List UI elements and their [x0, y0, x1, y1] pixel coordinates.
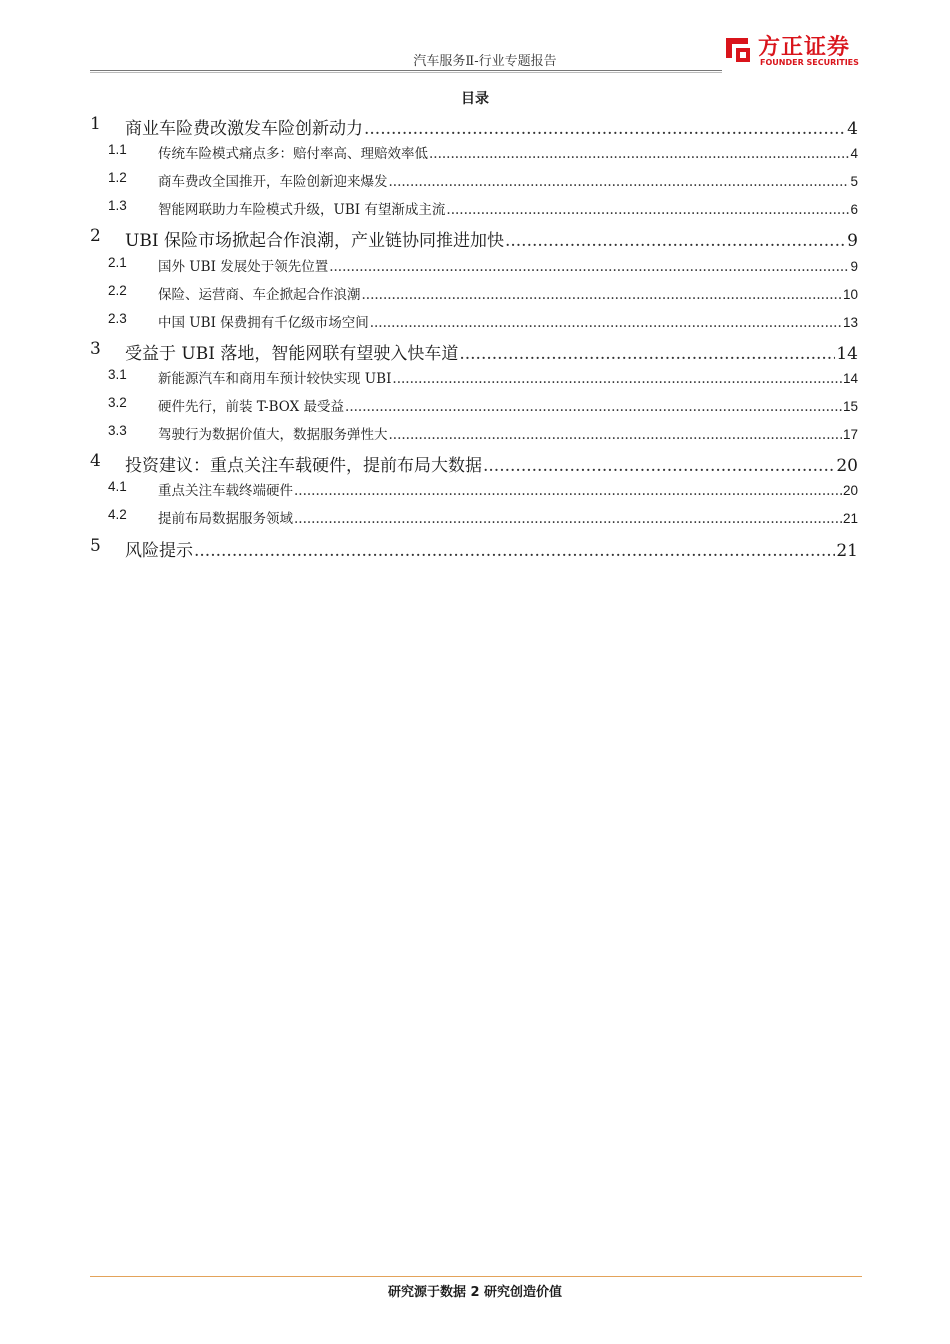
- toc-dot-leader: [505, 231, 846, 251]
- toc-entry-title: 中国 UBI 保费拥有千亿级市场空间: [158, 314, 369, 331]
- toc-entry-body: [158, 170, 858, 190]
- toc-entry-page: 9: [847, 231, 858, 252]
- toc-entry-page: 13: [842, 314, 858, 330]
- toc-entry[interactable]: [0, 535, 950, 561]
- toc-entry-number: 2.3: [108, 310, 127, 326]
- toc-entry-number: 3.2: [108, 395, 127, 410]
- toc-entry-body: [158, 142, 858, 162]
- toc-entry-number: 4.1: [108, 479, 127, 495]
- toc-dot-leader: [389, 174, 850, 190]
- toc-entry-number: 2.2: [108, 282, 127, 298]
- toc-entry-number: 1: [90, 114, 101, 134]
- toc-entry-page: 20: [842, 483, 858, 499]
- toc-entry-number: 1.1: [108, 142, 127, 158]
- toc-entry-title: 重点关注车载终端硬件: [158, 483, 293, 500]
- toc-entry-number: 3.1: [108, 366, 127, 382]
- toc-entry-number: 3: [90, 338, 101, 359]
- toc-dot-leader: [329, 259, 849, 275]
- toc-dot-leader: [294, 511, 842, 527]
- toc-entry-number: 4: [90, 451, 101, 472]
- toc-dot-leader: [362, 287, 842, 303]
- toc-dot-leader: [483, 456, 835, 476]
- toc-entry-title: 风险提示: [125, 540, 193, 561]
- company-logo: [722, 30, 862, 70]
- toc-entry-body: [125, 114, 858, 139]
- toc-entry-title: 国外 UBI 发展处于领先位置: [158, 258, 329, 275]
- toc-entry-body: [158, 479, 858, 499]
- toc-dot-leader: [429, 146, 849, 162]
- toc-entry-title: 商业车险费改激发车险创新动力: [125, 119, 363, 139]
- toc-entry-title: 受益于 UBI 落地，智能网联有望驶入快车道: [125, 343, 459, 364]
- toc-entry[interactable]: [0, 338, 950, 364]
- toc-entry-page: 17: [842, 427, 858, 443]
- toc-entry-page: 14: [842, 370, 858, 386]
- toc-entry-number: 5: [90, 535, 101, 556]
- toc-entry-body: [158, 507, 858, 527]
- toc-entry-page: 10: [842, 286, 858, 302]
- header-report-title: 汽车服务Ⅱ-行业专题报告: [413, 54, 557, 69]
- toc-dot-leader: [389, 427, 842, 443]
- toc-entry-title: 保险、运营商、车企掀起合作浪潮: [158, 286, 361, 303]
- toc-entry-page: 20: [836, 456, 858, 477]
- toc-entry[interactable]: [0, 114, 950, 139]
- toc-entry[interactable]: [0, 283, 950, 305]
- toc-dot-leader: [194, 541, 835, 561]
- footer-divider: [90, 1276, 862, 1277]
- logo-english-name: FOUNDER SECURITIES: [760, 58, 859, 67]
- toc-entry-page: 6: [850, 202, 858, 218]
- toc-dot-leader: [446, 202, 849, 218]
- toc-dot-leader: [364, 119, 846, 139]
- toc-heading: 目录: [461, 91, 489, 107]
- toc-entry-title: UBI 保险市场掀起合作浪潮，产业链协同推进加快: [125, 231, 504, 252]
- toc-entry-body: [158, 255, 858, 275]
- toc-entry[interactable]: [0, 423, 950, 445]
- toc-entry-body: [125, 451, 858, 476]
- toc-entry-page: 4: [850, 146, 858, 162]
- toc-entry-number: 1.2: [108, 170, 127, 186]
- toc-entry-number: 2.1: [108, 254, 127, 270]
- toc-entry-title: 传统车险模式痛点多：赔付率高、理赔效率低: [158, 146, 428, 163]
- toc-entry-page: 4: [847, 119, 858, 139]
- toc-entry-title: 提前布局数据服务领域: [158, 511, 293, 528]
- toc-entry-title: 驾驶行为数据价值大，数据服务弹性大: [158, 427, 388, 444]
- toc-entry-body: [158, 395, 858, 415]
- toc-entry[interactable]: [0, 255, 950, 277]
- toc-entry-body: [125, 226, 858, 251]
- toc-entry-number: 2: [90, 226, 101, 247]
- toc-entry-body: [158, 198, 858, 218]
- toc-entry-body: [158, 367, 858, 387]
- toc-entry[interactable]: [0, 395, 950, 417]
- founder-logo-icon: [722, 32, 754, 64]
- toc-entry-title: 硬件先行，前装 T-BOX 最受益: [158, 399, 345, 415]
- toc-entry-title: 智能网联助力车险模式升级，UBI 有望渐成主流: [158, 202, 446, 219]
- toc-dot-leader: [370, 315, 842, 331]
- toc-entry-page: 14: [836, 343, 858, 364]
- toc-entry-page: 21: [836, 540, 858, 561]
- toc-entry[interactable]: [0, 479, 950, 501]
- toc-entry-body: [158, 283, 858, 303]
- toc-dot-leader: [294, 483, 842, 499]
- toc-entry-title: 商车费改全国推开，车险创新迎来爆发: [158, 174, 388, 191]
- toc-entry-page: 21: [842, 511, 858, 527]
- footer-slogan: 研究源于数据 2 研究创造价值: [387, 1285, 563, 1300]
- toc-entry[interactable]: [0, 367, 950, 389]
- toc-entry-page: 5: [850, 174, 858, 190]
- toc-entry-number: 3.3: [108, 423, 127, 439]
- toc-entry[interactable]: [0, 142, 950, 164]
- toc-entry[interactable]: [0, 311, 950, 333]
- toc-entry-title: 新能源汽车和商用车预计较快实现 UBI: [158, 370, 392, 387]
- header-divider: [90, 70, 722, 73]
- toc-dot-leader: [345, 399, 842, 415]
- toc-entry[interactable]: [0, 170, 950, 192]
- logo-chinese-name: 方正证券: [758, 35, 851, 60]
- toc-entry-number: 1.3: [108, 198, 127, 214]
- toc-entry-body: [158, 423, 858, 443]
- toc-entry-body: [158, 311, 858, 331]
- toc-entry-page: 9: [850, 258, 858, 274]
- toc-entry-page: 15: [842, 399, 858, 414]
- toc-entry-number: 4.2: [108, 507, 127, 523]
- toc-entry[interactable]: [0, 226, 950, 252]
- toc-entry-body: [125, 339, 858, 364]
- toc-entry-title: 投资建议：重点关注车载硬件，提前布局大数据: [125, 456, 482, 477]
- toc-entry-body: [125, 536, 858, 561]
- toc-entry[interactable]: [0, 198, 950, 220]
- toc-entry[interactable]: [0, 451, 950, 477]
- toc-dot-leader: [459, 344, 835, 364]
- toc-dot-leader: [392, 371, 842, 387]
- toc-entry[interactable]: [0, 507, 950, 529]
